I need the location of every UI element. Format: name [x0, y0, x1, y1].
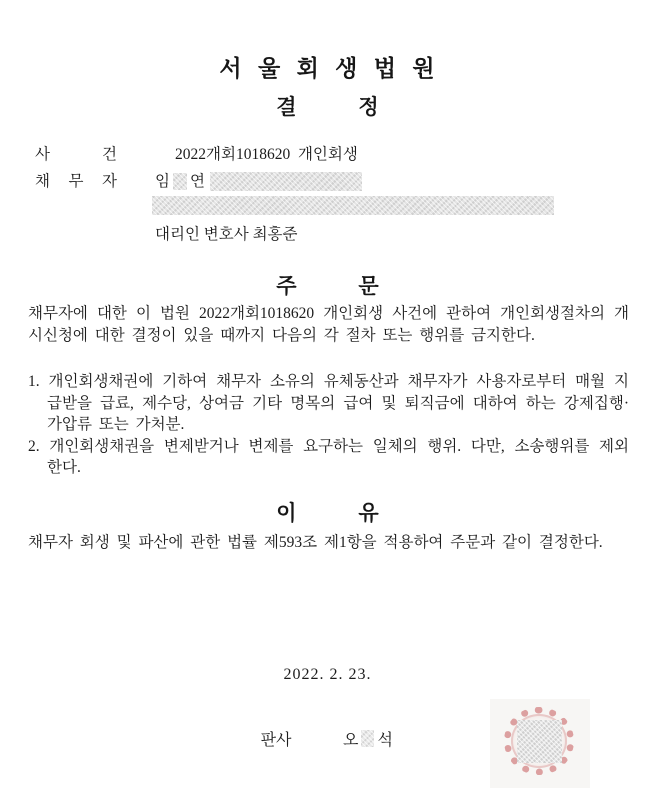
list-item-line: 1. 개인회생채권에 기하여 채무자 소유의 유체동산과 채무자가 사용자로부터 매월 지	[28, 373, 629, 390]
debtor-value-block	[155, 171, 554, 245]
redaction-box-name-rest	[210, 172, 362, 191]
prohibited-acts-list	[28, 371, 629, 479]
reason-section-heading: 이 유	[276, 502, 379, 525]
redaction-box-address	[152, 196, 554, 215]
judge-name-last: 석	[377, 732, 393, 749]
judge-name-first: 오	[342, 732, 359, 749]
court-name-title: 서 울 회 생 법 원	[219, 55, 436, 81]
list-item-line: 급받을 급료, 제수당, 상여금 기타 명목의 급여 및 퇴직금에 대하여 하는 강제집행·	[47, 394, 629, 412]
order-line: 채무자에 대한 이 법원 2022개회1018620 개인회생 사건에 관하여 개인회생절차의 개	[28, 305, 629, 322]
prohibited-item-1	[28, 371, 629, 436]
debtor-name-line	[155, 171, 554, 192]
order-paragraph	[28, 303, 629, 346]
case-number-row	[35, 144, 358, 165]
debtor-row	[35, 171, 554, 245]
list-item-line: 가압류 또는 가처분.	[47, 416, 185, 433]
debtor-surname: 임	[155, 173, 170, 190]
decision-date: 2022. 2. 23.	[283, 666, 372, 683]
redaction-box-name-middle	[173, 173, 187, 190]
judge-title-label: 판사	[260, 732, 292, 749]
seal-redaction-box	[517, 720, 562, 763]
reason-text: 채무자 회생 및 파산에 관한 법률 제593조 제1항을 적용하여 주문과 같이 결정한다.	[28, 534, 603, 551]
debtor-label: 채 무 자	[35, 173, 117, 190]
case-number-value: 2022개회1018620 개인회생	[175, 146, 358, 163]
prohibited-item-2	[28, 436, 629, 479]
case-label: 사 건	[35, 146, 117, 163]
list-item-line: 2. 개인회생채권을 변제받거나 변제를 요구하는 일체의 행위. 다만, 소송행위를 제외	[28, 437, 629, 455]
judge-name	[341, 727, 394, 750]
list-item-line: 한다.	[47, 459, 81, 476]
debtor-representative: 대리인 변호사 최홍준	[155, 226, 298, 243]
debtor-given-name: 연	[189, 173, 205, 190]
document-type-heading: 결 정	[276, 96, 379, 119]
redaction-box-judge-middle	[361, 730, 374, 747]
order-section-heading: 주 문	[276, 275, 379, 298]
order-line: 시신청에 대한 결정이 있을 때까지 다음의 각 절차 또는 행위를 금지한다.	[28, 326, 535, 344]
judge-seal	[490, 699, 590, 788]
